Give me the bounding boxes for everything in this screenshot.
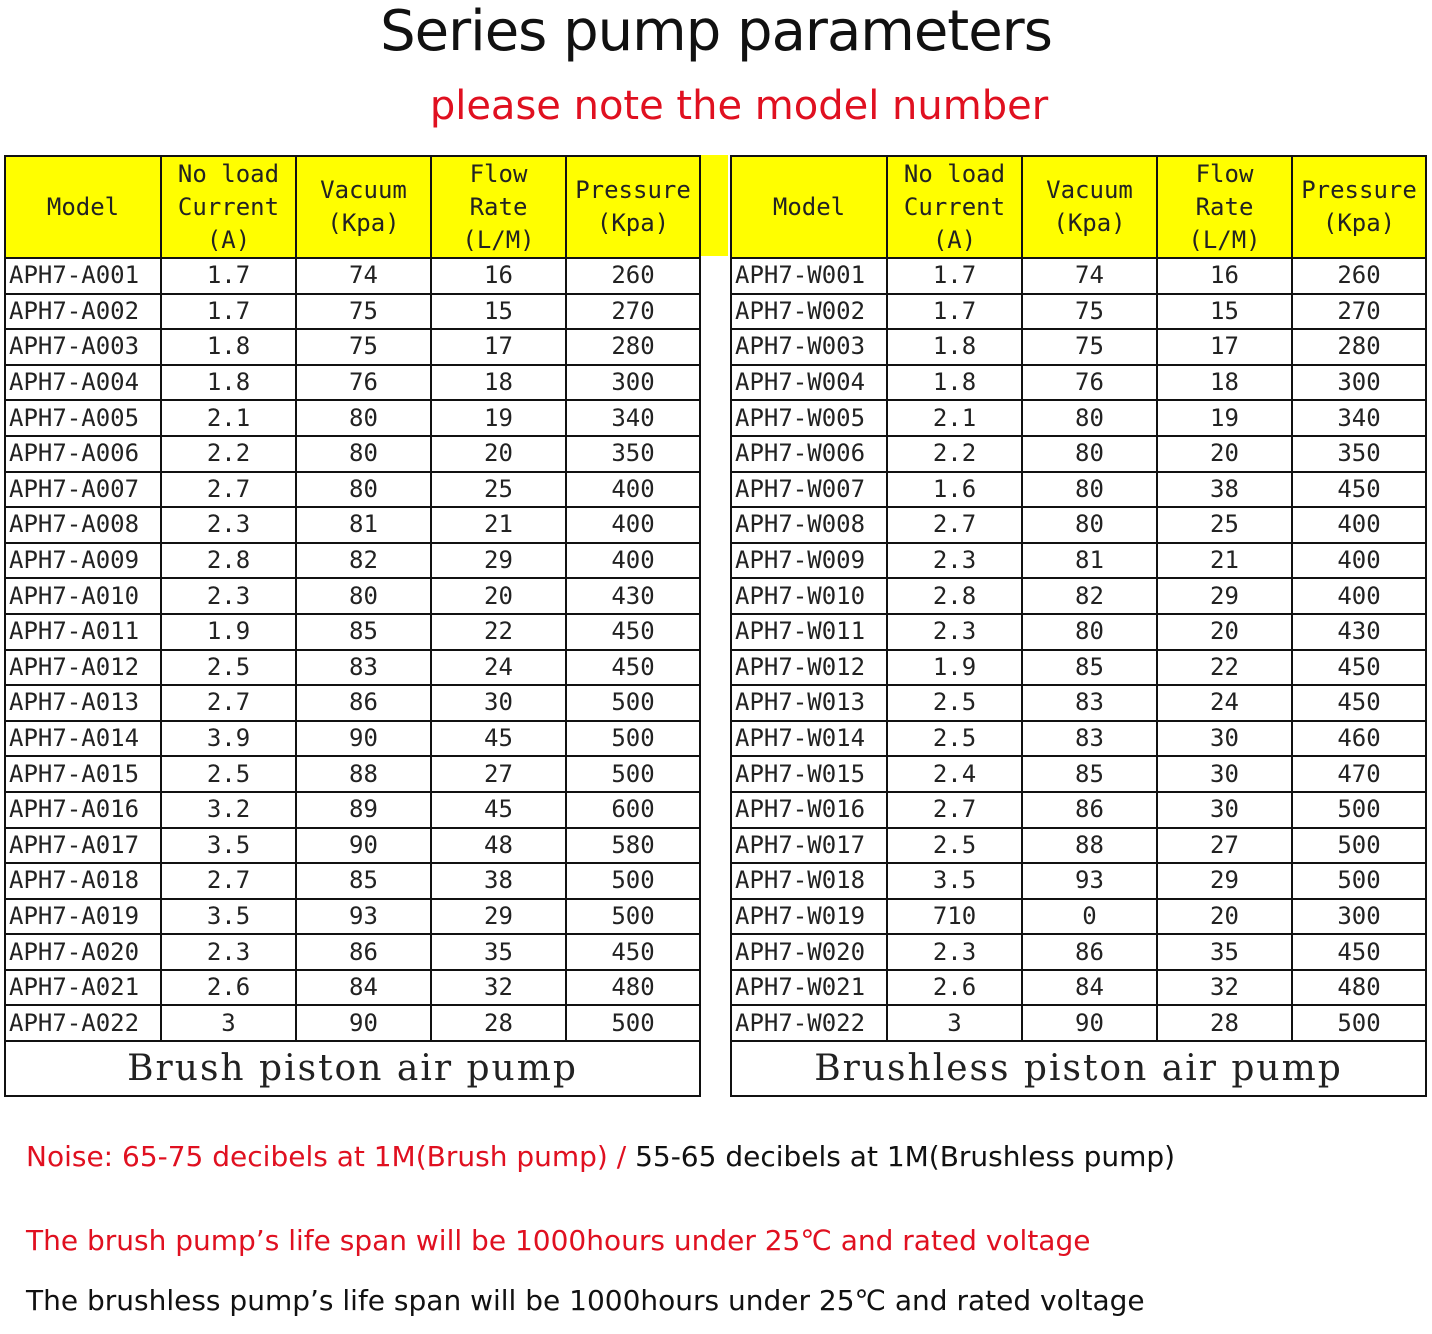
table-row [5, 472, 700, 508]
table-row [5, 436, 700, 472]
table-row [5, 400, 700, 436]
brush-pump-table [4, 155, 701, 1097]
cell-vacuum: 90 [296, 828, 431, 864]
cell-vacuum: 81 [296, 507, 431, 543]
cell-vacuum: 84 [1022, 970, 1157, 1006]
cell-pressure: 500 [566, 1005, 700, 1041]
cell-vacuum: 74 [296, 258, 431, 294]
table-row [5, 970, 700, 1006]
cell-current: 2.3 [887, 543, 1022, 579]
cell-vacuum: 74 [1022, 258, 1157, 294]
cell-flow-rate: 29 [431, 899, 566, 935]
cell-vacuum: 83 [296, 650, 431, 686]
cell-model: APH7-A002 [5, 294, 161, 330]
cell-model: APH7-W011 [731, 614, 887, 650]
table-row [5, 899, 700, 935]
cell-current: 2.7 [887, 792, 1022, 828]
cell-pressure: 260 [1292, 258, 1426, 294]
cell-vacuum: 75 [296, 329, 431, 365]
cell-pressure: 500 [1292, 828, 1426, 864]
cell-pressure: 260 [566, 258, 700, 294]
cell-flow-rate: 38 [431, 863, 566, 899]
cell-current: 1.8 [161, 365, 296, 401]
table-row [731, 258, 1426, 294]
cell-vacuum: 80 [1022, 436, 1157, 472]
cell-current: 1.8 [887, 365, 1022, 401]
cell-flow-rate: 32 [1157, 970, 1292, 1006]
cell-current: 2.3 [161, 578, 296, 614]
table-row [731, 294, 1426, 330]
cell-vacuum: 80 [296, 578, 431, 614]
cell-current: 1.7 [161, 294, 296, 330]
cell-pressure: 350 [1292, 436, 1426, 472]
cell-current: 1.9 [887, 650, 1022, 686]
cell-current: 3.5 [887, 863, 1022, 899]
cell-current: 2.7 [887, 507, 1022, 543]
table-row [5, 685, 700, 721]
table-row [5, 721, 700, 757]
cell-pressure: 400 [1292, 578, 1426, 614]
cell-vacuum: 81 [1022, 543, 1157, 579]
cell-current: 2.1 [887, 400, 1022, 436]
table-row [731, 472, 1426, 508]
table-footer-row [5, 1041, 700, 1096]
table-row [5, 294, 700, 330]
cell-vacuum: 86 [1022, 934, 1157, 970]
cell-model: APH7-A014 [5, 721, 161, 757]
cell-flow-rate: 20 [431, 578, 566, 614]
cell-model: APH7-W013 [731, 685, 887, 721]
cell-model: APH7-A019 [5, 899, 161, 935]
cell-flow-rate: 20 [1157, 614, 1292, 650]
cell-model: APH7-A018 [5, 863, 161, 899]
cell-current: 2.1 [161, 400, 296, 436]
header-model: Model [5, 156, 161, 258]
table-row [731, 863, 1426, 899]
cell-flow-rate: 29 [1157, 863, 1292, 899]
header-model: Model [731, 156, 887, 258]
table-row [731, 970, 1426, 1006]
cell-model: APH7-W002 [731, 294, 887, 330]
table-row [731, 1005, 1426, 1041]
cell-vacuum: 83 [1022, 685, 1157, 721]
cell-vacuum: 0 [1022, 899, 1157, 935]
table-row [731, 329, 1426, 365]
cell-vacuum: 80 [296, 472, 431, 508]
cell-pressure: 300 [566, 365, 700, 401]
cell-pressure: 400 [1292, 507, 1426, 543]
header-vacuum: Vacuum (Kpa) [1022, 156, 1157, 258]
cell-vacuum: 75 [1022, 294, 1157, 330]
table-footer-row [731, 1041, 1426, 1096]
brushless-table-caption: Brushless piston air pump [731, 1041, 1426, 1096]
cell-model: APH7-W003 [731, 329, 887, 365]
cell-flow-rate: 15 [1157, 294, 1292, 330]
table-row [731, 614, 1426, 650]
cell-flow-rate: 28 [431, 1005, 566, 1041]
cell-model: APH7-A015 [5, 756, 161, 792]
cell-pressure: 300 [1292, 899, 1426, 935]
cell-flow-rate: 25 [1157, 507, 1292, 543]
cell-current: 1.9 [161, 614, 296, 650]
cell-pressure: 400 [566, 472, 700, 508]
cell-model: APH7-W016 [731, 792, 887, 828]
cell-model: APH7-W012 [731, 650, 887, 686]
cell-current: 1.7 [887, 258, 1022, 294]
cell-vacuum: 80 [1022, 507, 1157, 543]
cell-model: APH7-A016 [5, 792, 161, 828]
cell-current: 3.5 [161, 828, 296, 864]
cell-vacuum: 76 [1022, 365, 1157, 401]
cell-model: APH7-W004 [731, 365, 887, 401]
cell-flow-rate: 35 [1157, 934, 1292, 970]
header-pressure: Pressure (Kpa) [566, 156, 700, 258]
cell-model: APH7-A005 [5, 400, 161, 436]
table-row [731, 934, 1426, 970]
cell-pressure: 450 [1292, 934, 1426, 970]
cell-flow-rate: 24 [431, 650, 566, 686]
cell-flow-rate: 45 [431, 792, 566, 828]
cell-vacuum: 88 [296, 756, 431, 792]
cell-flow-rate: 32 [431, 970, 566, 1006]
cell-current: 3 [161, 1005, 296, 1041]
noise-note [26, 1140, 1175, 1173]
table-header-row [5, 156, 700, 258]
cell-flow-rate: 22 [431, 614, 566, 650]
cell-flow-rate: 27 [1157, 828, 1292, 864]
cell-flow-rate: 29 [1157, 578, 1292, 614]
table-row [5, 650, 700, 686]
cell-current: 2.8 [887, 578, 1022, 614]
page-title: Series pump parameters [380, 0, 1052, 64]
cell-vacuum: 84 [296, 970, 431, 1006]
cell-pressure: 480 [566, 970, 700, 1006]
cell-vacuum: 76 [296, 365, 431, 401]
cell-pressure: 280 [1292, 329, 1426, 365]
cell-pressure: 340 [566, 400, 700, 436]
cell-flow-rate: 19 [1157, 400, 1292, 436]
cell-pressure: 460 [1292, 721, 1426, 757]
cell-vacuum: 85 [1022, 756, 1157, 792]
cell-model: APH7-A007 [5, 472, 161, 508]
cell-flow-rate: 16 [1157, 258, 1292, 294]
cell-current: 2.8 [161, 543, 296, 579]
cell-flow-rate: 15 [431, 294, 566, 330]
table-row [731, 828, 1426, 864]
header-flow-rate: Flow Rate (L/M) [1157, 156, 1292, 258]
cell-pressure: 500 [1292, 792, 1426, 828]
cell-flow-rate: 18 [431, 365, 566, 401]
table-row [5, 863, 700, 899]
cell-model: APH7-A017 [5, 828, 161, 864]
header-gap-strip [701, 155, 728, 256]
table-row [5, 934, 700, 970]
cell-model: APH7-A013 [5, 685, 161, 721]
cell-vacuum: 86 [296, 685, 431, 721]
cell-model: APH7-A011 [5, 614, 161, 650]
cell-pressure: 450 [1292, 650, 1426, 686]
table-row [5, 614, 700, 650]
cell-flow-rate: 30 [1157, 721, 1292, 757]
cell-flow-rate: 20 [1157, 899, 1292, 935]
brush-table-body [5, 258, 700, 1041]
table-row [5, 507, 700, 543]
cell-current: 2.7 [161, 863, 296, 899]
cell-flow-rate: 38 [1157, 472, 1292, 508]
table-row [731, 365, 1426, 401]
cell-current: 3.2 [161, 792, 296, 828]
cell-vacuum: 75 [296, 294, 431, 330]
cell-model: APH7-A001 [5, 258, 161, 294]
cell-pressure: 350 [566, 436, 700, 472]
cell-current: 2.3 [887, 614, 1022, 650]
cell-pressure: 430 [566, 578, 700, 614]
cell-model: APH7-A008 [5, 507, 161, 543]
cell-pressure: 400 [1292, 543, 1426, 579]
cell-model: APH7-W021 [731, 970, 887, 1006]
cell-current: 1.6 [887, 472, 1022, 508]
cell-flow-rate: 16 [431, 258, 566, 294]
cell-pressure: 500 [1292, 1005, 1426, 1041]
cell-flow-rate: 22 [1157, 650, 1292, 686]
cell-vacuum: 90 [296, 721, 431, 757]
cell-current: 2.5 [161, 756, 296, 792]
cell-pressure: 500 [1292, 863, 1426, 899]
cell-vacuum: 80 [296, 400, 431, 436]
cell-vacuum: 80 [1022, 400, 1157, 436]
cell-flow-rate: 21 [1157, 543, 1292, 579]
cell-current: 3.9 [161, 721, 296, 757]
cell-flow-rate: 29 [431, 543, 566, 579]
cell-vacuum: 93 [296, 899, 431, 935]
cell-pressure: 500 [566, 685, 700, 721]
cell-model: APH7-W009 [731, 543, 887, 579]
table-row [731, 578, 1426, 614]
cell-current: 1.8 [887, 329, 1022, 365]
header-current: No load Current (A) [887, 156, 1022, 258]
table-row [5, 578, 700, 614]
cell-model: APH7-W001 [731, 258, 887, 294]
cell-vacuum: 83 [1022, 721, 1157, 757]
cell-current: 1.7 [161, 258, 296, 294]
header-flow-rate: Flow Rate (L/M) [431, 156, 566, 258]
cell-model: APH7-W018 [731, 863, 887, 899]
cell-pressure: 270 [566, 294, 700, 330]
cell-pressure: 500 [566, 899, 700, 935]
cell-current: 2.6 [161, 970, 296, 1006]
cell-current: 2.2 [161, 436, 296, 472]
table-row [5, 365, 700, 401]
cell-vacuum: 85 [1022, 650, 1157, 686]
cell-vacuum: 82 [1022, 578, 1157, 614]
cell-pressure: 340 [1292, 400, 1426, 436]
cell-pressure: 450 [1292, 472, 1426, 508]
cell-flow-rate: 27 [431, 756, 566, 792]
cell-current: 2.5 [887, 828, 1022, 864]
cell-model: APH7-A012 [5, 650, 161, 686]
cell-pressure: 600 [566, 792, 700, 828]
cell-pressure: 450 [566, 934, 700, 970]
cell-pressure: 450 [566, 614, 700, 650]
cell-model: APH7-A010 [5, 578, 161, 614]
cell-current: 2.7 [161, 472, 296, 508]
cell-model: APH7-W010 [731, 578, 887, 614]
table-row [5, 543, 700, 579]
noise-brush-text: Noise: 65-75 decibels at 1M(Brush pump) / [26, 1140, 627, 1173]
brush-life-note: The brush pump’s life span will be 1000hours under 25℃ and rated voltage [26, 1224, 1091, 1257]
cell-model: APH7-W008 [731, 507, 887, 543]
cell-current: 3 [887, 1005, 1022, 1041]
table-row [731, 436, 1426, 472]
table-row [731, 650, 1426, 686]
page-subtitle: please note the model number [429, 83, 1049, 129]
cell-pressure: 450 [1292, 685, 1426, 721]
cell-current: 1.8 [161, 329, 296, 365]
cell-current: 2.5 [887, 685, 1022, 721]
cell-flow-rate: 30 [1157, 756, 1292, 792]
table-row [5, 828, 700, 864]
cell-model: APH7-W022 [731, 1005, 887, 1041]
header-pressure: Pressure (Kpa) [1292, 156, 1426, 258]
cell-vacuum: 82 [296, 543, 431, 579]
brushless-life-note: The brushless pump’s life span will be 1000hours under 25℃ and rated voltage [26, 1284, 1145, 1317]
cell-pressure: 480 [1292, 970, 1426, 1006]
cell-vacuum: 86 [296, 934, 431, 970]
cell-current: 2.5 [161, 650, 296, 686]
cell-flow-rate: 20 [431, 436, 566, 472]
cell-current: 3.5 [161, 899, 296, 935]
cell-pressure: 500 [566, 863, 700, 899]
cell-vacuum: 85 [296, 614, 431, 650]
table-row [5, 258, 700, 294]
table-row [5, 792, 700, 828]
cell-model: APH7-W015 [731, 756, 887, 792]
header-vacuum: Vacuum (Kpa) [296, 156, 431, 258]
cell-model: APH7-W007 [731, 472, 887, 508]
table-row [5, 756, 700, 792]
cell-flow-rate: 45 [431, 721, 566, 757]
cell-pressure: 280 [566, 329, 700, 365]
cell-vacuum: 88 [1022, 828, 1157, 864]
cell-vacuum: 89 [296, 792, 431, 828]
cell-flow-rate: 21 [431, 507, 566, 543]
cell-vacuum: 80 [1022, 614, 1157, 650]
table-row [731, 899, 1426, 935]
cell-vacuum: 80 [1022, 472, 1157, 508]
noise-brushless-text: 55-65 decibels at 1M(Brushless pump) [635, 1140, 1176, 1173]
cell-model: APH7-A021 [5, 970, 161, 1006]
cell-current: 710 [887, 899, 1022, 935]
cell-model: APH7-A004 [5, 365, 161, 401]
cell-vacuum: 80 [296, 436, 431, 472]
brushless-table-body [731, 258, 1426, 1041]
cell-flow-rate: 19 [431, 400, 566, 436]
brushless-pump-table [730, 155, 1427, 1097]
cell-current: 1.7 [887, 294, 1022, 330]
cell-pressure: 270 [1292, 294, 1426, 330]
cell-model: APH7-W017 [731, 828, 887, 864]
table-header-row [731, 156, 1426, 258]
cell-model: APH7-W005 [731, 400, 887, 436]
cell-flow-rate: 35 [431, 934, 566, 970]
table-row [5, 329, 700, 365]
cell-current: 2.6 [887, 970, 1022, 1006]
cell-model: APH7-W014 [731, 721, 887, 757]
cell-flow-rate: 20 [1157, 436, 1292, 472]
header-current: No load Current (A) [161, 156, 296, 258]
cell-model: APH7-W019 [731, 899, 887, 935]
table-row [731, 400, 1426, 436]
table-row [731, 543, 1426, 579]
cell-model: APH7-A003 [5, 329, 161, 365]
cell-flow-rate: 18 [1157, 365, 1292, 401]
table-row [731, 792, 1426, 828]
cell-model: APH7-A009 [5, 543, 161, 579]
cell-pressure: 400 [566, 507, 700, 543]
cell-flow-rate: 28 [1157, 1005, 1292, 1041]
table-row [731, 685, 1426, 721]
cell-flow-rate: 30 [1157, 792, 1292, 828]
cell-pressure: 430 [1292, 614, 1426, 650]
table-row [5, 1005, 700, 1041]
brush-table-caption: Brush piston air pump [5, 1041, 700, 1096]
cell-model: APH7-W020 [731, 934, 887, 970]
cell-current: 2.3 [887, 934, 1022, 970]
cell-flow-rate: 25 [431, 472, 566, 508]
cell-flow-rate: 30 [431, 685, 566, 721]
table-row [731, 507, 1426, 543]
table-row [731, 756, 1426, 792]
cell-flow-rate: 17 [431, 329, 566, 365]
cell-pressure: 300 [1292, 365, 1426, 401]
cell-current: 2.7 [161, 685, 296, 721]
table-row [731, 721, 1426, 757]
cell-vacuum: 86 [1022, 792, 1157, 828]
cell-pressure: 450 [566, 650, 700, 686]
cell-pressure: 500 [566, 756, 700, 792]
cell-vacuum: 75 [1022, 329, 1157, 365]
cell-vacuum: 90 [1022, 1005, 1157, 1041]
cell-flow-rate: 24 [1157, 685, 1292, 721]
cell-pressure: 580 [566, 828, 700, 864]
cell-vacuum: 90 [296, 1005, 431, 1041]
cell-vacuum: 85 [296, 863, 431, 899]
cell-current: 2.3 [161, 934, 296, 970]
cell-model: APH7-A006 [5, 436, 161, 472]
cell-current: 2.4 [887, 756, 1022, 792]
brushless-pump-table-wrap [730, 155, 1427, 1097]
cell-flow-rate: 17 [1157, 329, 1292, 365]
brush-pump-table-wrap [4, 155, 701, 1097]
cell-model: APH7-A022 [5, 1005, 161, 1041]
cell-pressure: 400 [566, 543, 700, 579]
cell-vacuum: 93 [1022, 863, 1157, 899]
cell-current: 2.3 [161, 507, 296, 543]
cell-flow-rate: 48 [431, 828, 566, 864]
cell-model: APH7-A020 [5, 934, 161, 970]
cell-current: 2.5 [887, 721, 1022, 757]
cell-pressure: 500 [566, 721, 700, 757]
cell-pressure: 470 [1292, 756, 1426, 792]
cell-model: APH7-W006 [731, 436, 887, 472]
cell-current: 2.2 [887, 436, 1022, 472]
